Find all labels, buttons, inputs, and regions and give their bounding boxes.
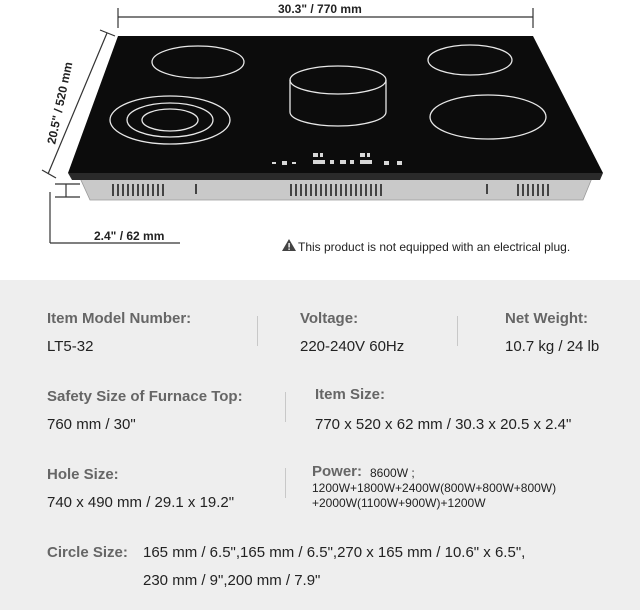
safety-size-value: 760 mm / 30" (47, 416, 136, 433)
depth-dimension-label: 20.5" / 520 mm (44, 60, 76, 146)
item-size-label: Item Size: (315, 386, 386, 403)
plug-warning-text: This product is not equipped with an electrical plug. (298, 240, 571, 254)
voltage-value: 220-240V 60Hz (300, 338, 405, 355)
divider (457, 316, 458, 346)
voltage-label: Voltage: (300, 310, 359, 327)
glass-top (68, 36, 603, 173)
weight-value: 10.7 kg / 24 lb (505, 338, 600, 355)
hole-size-value: 740 x 490 mm / 29.1 x 19.2" (47, 494, 235, 511)
safety-size-label: Safety Size of Furnace Top: (47, 388, 243, 405)
circle-size-label: Circle Size: (47, 544, 128, 561)
model-value: LT5-32 (47, 338, 94, 355)
width-dimension-label: 30.3" / 770 mm (278, 2, 362, 16)
circle-size-line-1: 165 mm / 6.5",165 mm / 6.5",270 x 165 mm / 10.6" x 6.5", (143, 544, 526, 561)
circle-size-line-2: 230 mm / 9",200 mm / 7.9" (143, 572, 321, 589)
power-total: 8600W ; (370, 466, 415, 480)
model-label: Item Model Number: (47, 310, 192, 327)
power-label: Power: (312, 463, 363, 480)
spec-panel (0, 280, 640, 610)
item-size-value: 770 x 520 x 62 mm / 30.3 x 20.5 x 2.4" (315, 416, 572, 433)
divider (257, 316, 258, 346)
glass-edge (68, 173, 603, 180)
height-dimension-label: 2.4" / 62 mm (94, 229, 165, 243)
power-line-2: +2000W(1100W+900W)+1200W (312, 496, 486, 510)
divider (285, 392, 286, 422)
product-image-area (0, 0, 640, 280)
power-line-1: 1200W+1800W+2400W(800W+800W+800W) (312, 481, 557, 495)
divider (285, 468, 286, 498)
hole-size-label: Hole Size: (47, 466, 119, 483)
weight-label: Net Weight: (505, 310, 589, 327)
